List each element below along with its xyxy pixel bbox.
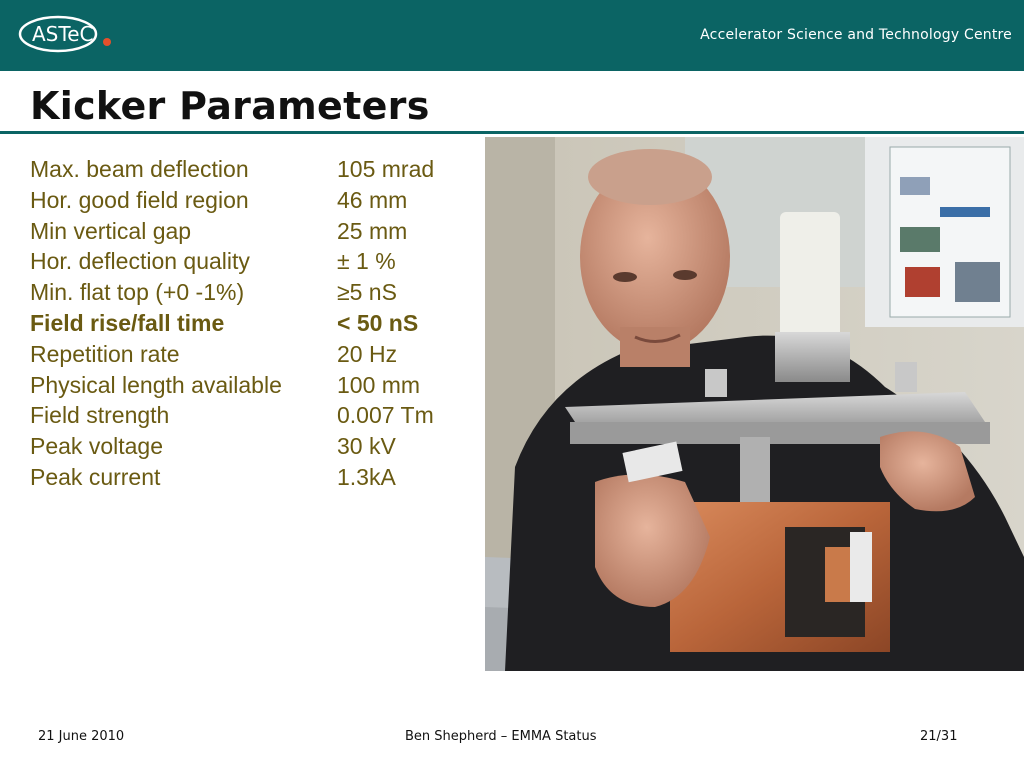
header-bar <box>0 0 1024 71</box>
parameter-value: ± 1 % <box>337 248 396 275</box>
parameter-value: < 50 nS <box>337 309 419 336</box>
parameter-row <box>30 431 434 462</box>
parameter-label: Min. flat top (+0 -1%) <box>30 279 245 306</box>
parameter-label: Peak current <box>30 463 161 490</box>
parameter-label: Field strength <box>30 402 170 429</box>
footer-date: 21 June 2010 <box>38 729 125 744</box>
parameter-label: Repetition rate <box>30 340 180 367</box>
parameter-value: ≥5 nS <box>337 279 397 306</box>
parameter-row <box>30 246 434 277</box>
parameter-row-highlighted <box>30 308 434 339</box>
parameter-value: 20 Hz <box>337 340 398 367</box>
parameter-value: 46 mm <box>337 186 408 213</box>
parameter-value: 1.3kA <box>337 463 396 490</box>
footer-page-number: 21/31 <box>920 729 958 744</box>
parameter-row <box>30 277 434 308</box>
organization-name: Accelerator Science and Technology Centre <box>700 27 1012 43</box>
parameter-row <box>30 216 434 247</box>
astec-logo <box>18 12 114 56</box>
parameter-label: Min vertical gap <box>30 217 192 244</box>
parameter-value: 105 mrad <box>337 156 435 182</box>
parameter-label: Physical length available <box>30 371 282 398</box>
slide-title: Kicker Parameters <box>30 84 430 128</box>
parameter-row <box>30 370 434 401</box>
parameter-label: Hor. deflection quality <box>30 248 250 275</box>
parameter-row <box>30 185 434 216</box>
parameter-label: Hor. good field region <box>30 186 249 213</box>
parameter-value: 0.007 Tm <box>337 402 434 429</box>
parameter-row <box>30 462 434 493</box>
engineer-photo <box>485 137 1024 671</box>
parameter-row <box>30 339 434 370</box>
logo-dot <box>103 38 111 46</box>
footer-presenter: Ben Shepherd – EMMA Status <box>405 729 597 744</box>
title-divider <box>0 131 1024 134</box>
parameter-value: 25 mm <box>337 217 408 244</box>
parameter-value: 100 mm <box>337 371 421 398</box>
parameter-row <box>30 154 434 185</box>
parameter-value: 30 kV <box>337 433 396 460</box>
parameter-label: Peak voltage <box>30 433 163 460</box>
parameter-list <box>30 154 434 493</box>
parameter-label: Max. beam deflection <box>30 156 249 182</box>
logo-text: ASTeC <box>32 22 94 46</box>
parameter-label: Field rise/fall time <box>30 309 225 336</box>
parameter-row <box>30 400 434 431</box>
